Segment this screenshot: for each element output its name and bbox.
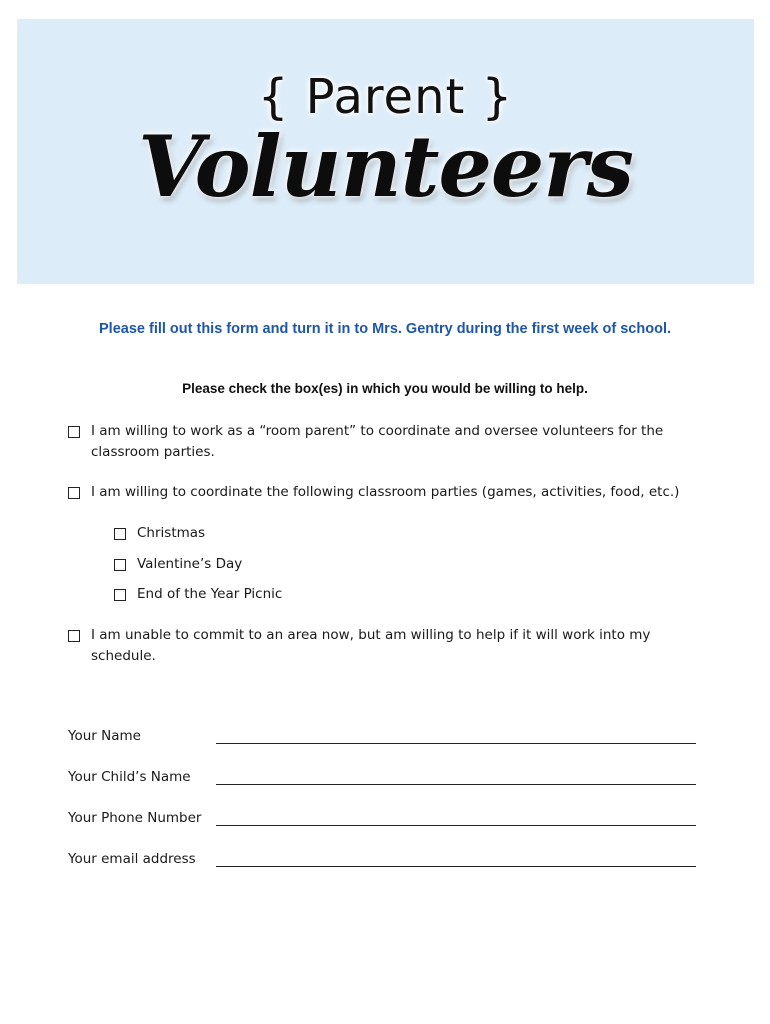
party-christmas — [114, 523, 414, 544]
option-room-parent-label: I am willing to work as a “room parent” to coordinate and oversee volunteers for the classroom parties. — [91, 423, 664, 460]
checkbox-help-if-schedule[interactable] — [68, 630, 80, 642]
party-end-of-year-picnic — [114, 584, 414, 605]
banner-title-parent: { Parent } — [257, 69, 514, 125]
field-email-address — [68, 851, 698, 873]
field-child-name — [68, 769, 698, 791]
checkbox-end-of-year-picnic[interactable] — [114, 589, 126, 601]
field-your-name-line[interactable] — [216, 743, 696, 744]
field-email-address-label: Your email address — [68, 851, 196, 867]
header-banner — [17, 19, 754, 284]
field-child-name-label: Your Child’s Name — [68, 769, 191, 785]
option-coordinate-parties-label: I am willing to coordinate the following classroom parties (games, activities, food, etc.) — [91, 484, 680, 500]
field-your-name-label: Your Name — [68, 728, 141, 744]
field-phone-number-line[interactable] — [216, 825, 696, 826]
checkbox-valentines-day[interactable] — [114, 559, 126, 571]
field-phone-number-label: Your Phone Number — [68, 810, 202, 826]
field-email-address-line[interactable] — [216, 866, 696, 867]
party-christmas-label: Christmas — [137, 525, 206, 541]
option-help-if-schedule-label: I am unable to commit to an area now, but am willing to help if it will work into my schedule. — [91, 627, 651, 664]
banner-title-volunteers: Volunteers — [138, 117, 633, 216]
field-your-name — [68, 728, 698, 750]
intro-text: Please fill out this form and turn it in to Mrs. Gentry during the first week of school. — [99, 321, 671, 337]
field-phone-number — [68, 810, 698, 832]
option-help-if-schedule — [68, 625, 688, 667]
checkbox-room-parent[interactable] — [68, 426, 80, 438]
option-room-parent — [68, 421, 688, 463]
party-end-of-year-picnic-label: End of the Year Picnic — [137, 586, 283, 602]
checkbox-coordinate-parties[interactable] — [68, 487, 80, 499]
field-child-name-line[interactable] — [216, 784, 696, 785]
instruction-text: Please check the box(es) in which you would be willing to help. — [182, 381, 588, 396]
option-coordinate-parties — [68, 482, 708, 503]
party-valentines-day — [114, 554, 414, 575]
checkbox-christmas[interactable] — [114, 528, 126, 540]
party-valentines-day-label: Valentine’s Day — [137, 556, 243, 572]
